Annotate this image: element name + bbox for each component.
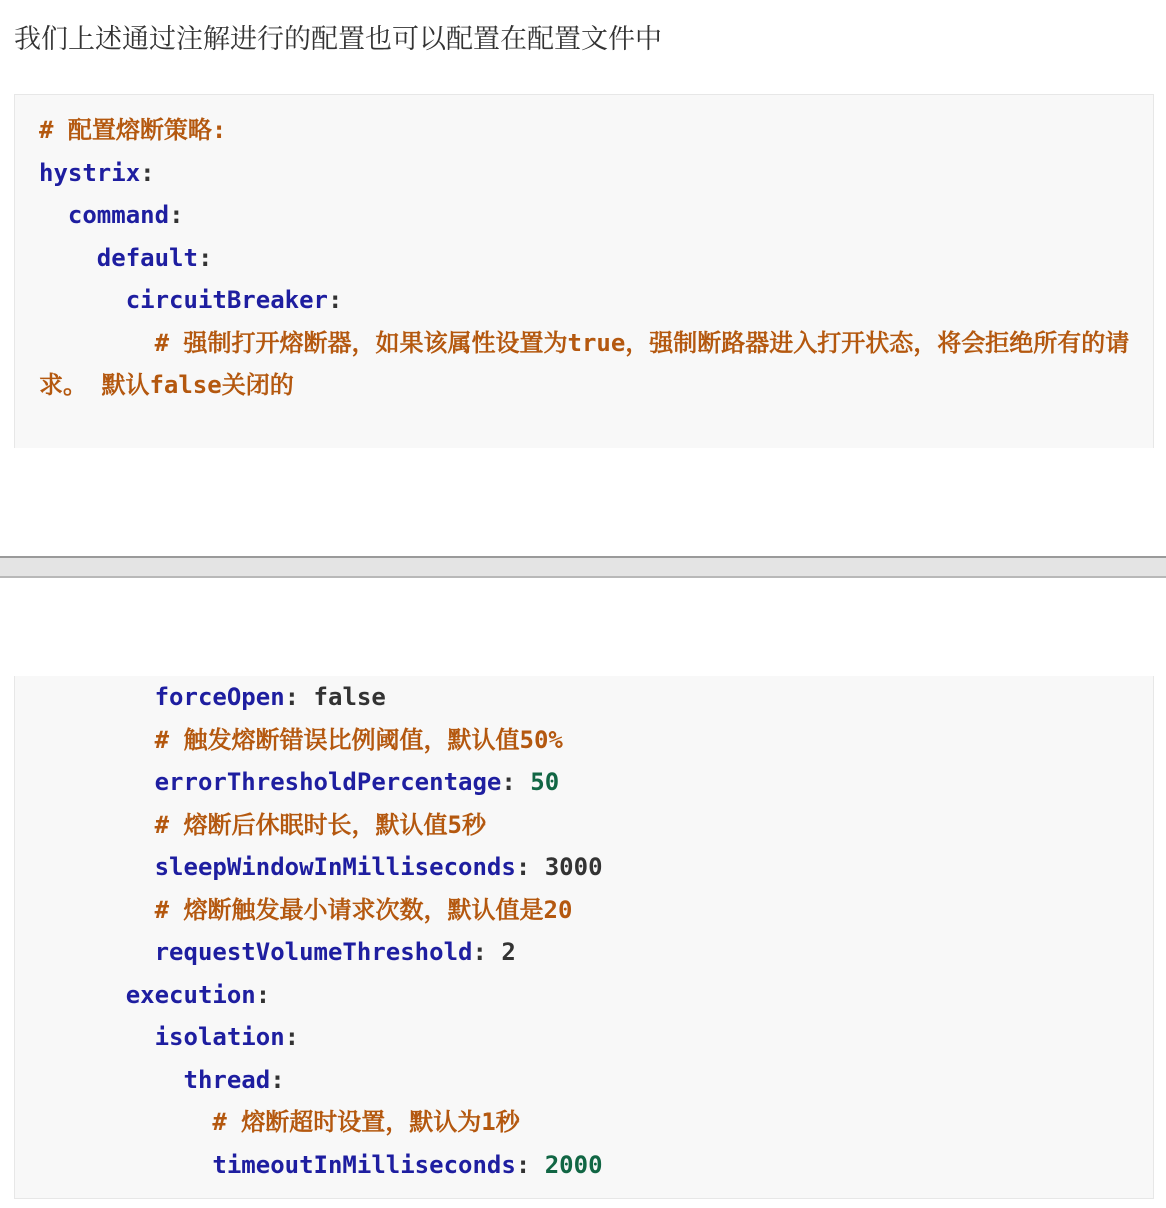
code-line: requestVolumeThreshold: 2: [154, 938, 516, 966]
code-line: [39, 1101, 1153, 1144]
code-line: errorThresholdPercentage: 50: [154, 768, 560, 796]
yaml-key: forceOpen: [154, 683, 285, 711]
yaml-key: circuitBreaker: [125, 286, 328, 314]
code-comment: # 熔断后休眠时长，默认值5秒: [154, 810, 486, 839]
code-comment: # 配置熔断策略:: [39, 116, 227, 144]
yaml-key: thread: [183, 1065, 271, 1094]
yaml-value: 3000: [544, 853, 603, 881]
yaml-key: command: [67, 201, 170, 229]
code-comment: # 强制打开熔断器，如果该属性设置为true，强制断路器进入打开状态，将会拒绝所有的请求。 默认false关闭的: [39, 328, 1130, 399]
code-line: [39, 889, 1153, 932]
code-line: isolation:: [154, 1023, 300, 1051]
code-comment: # 熔断触发最小请求次数，默认值是20: [154, 895, 573, 924]
yaml-key: requestVolumeThreshold: [154, 938, 473, 966]
code-line: [39, 719, 1153, 762]
yaml-key: timeoutInMilliseconds: [212, 1150, 516, 1179]
code-comment: # 熔断超时设置，默认为1秒: [212, 1108, 520, 1136]
code-line: forceOpen: false: [154, 683, 386, 711]
yaml-value: 2: [501, 938, 516, 966]
code-block-top: [14, 94, 1154, 448]
code-line: hystrix:: [39, 158, 155, 187]
yaml-value: false: [313, 683, 386, 711]
yaml-value: 50: [530, 768, 560, 796]
yaml-key: default: [96, 243, 198, 272]
code-line: [39, 804, 1153, 847]
code-comment: # 触发熔断错误比例阈值，默认值50%: [154, 725, 563, 754]
code-line: circuitBreaker:: [125, 286, 343, 314]
code-line: [39, 109, 1153, 152]
yaml-key: isolation: [154, 1023, 285, 1051]
code-line: timeoutInMilliseconds: 2000: [212, 1150, 603, 1179]
intro-paragraph: 我们上述通过注解进行的配置也可以配置在配置文件中: [14, 24, 662, 55]
code-block-bottom: [14, 676, 1154, 1199]
code-line: default:: [96, 243, 213, 272]
code-line: [39, 322, 1139, 407]
yaml-value: 2000: [544, 1150, 603, 1179]
code-line: sleepWindowInMilliseconds: 3000: [154, 853, 603, 881]
yaml-key: errorThresholdPercentage: [154, 768, 502, 796]
page-separator: [0, 556, 1166, 578]
yaml-key: sleepWindowInMilliseconds: [154, 853, 516, 881]
code-line: thread:: [183, 1065, 285, 1094]
yaml-key: execution: [125, 980, 256, 1009]
code-line: command:: [67, 201, 184, 229]
code-line: execution:: [125, 980, 271, 1009]
yaml-key: hystrix: [39, 158, 141, 187]
